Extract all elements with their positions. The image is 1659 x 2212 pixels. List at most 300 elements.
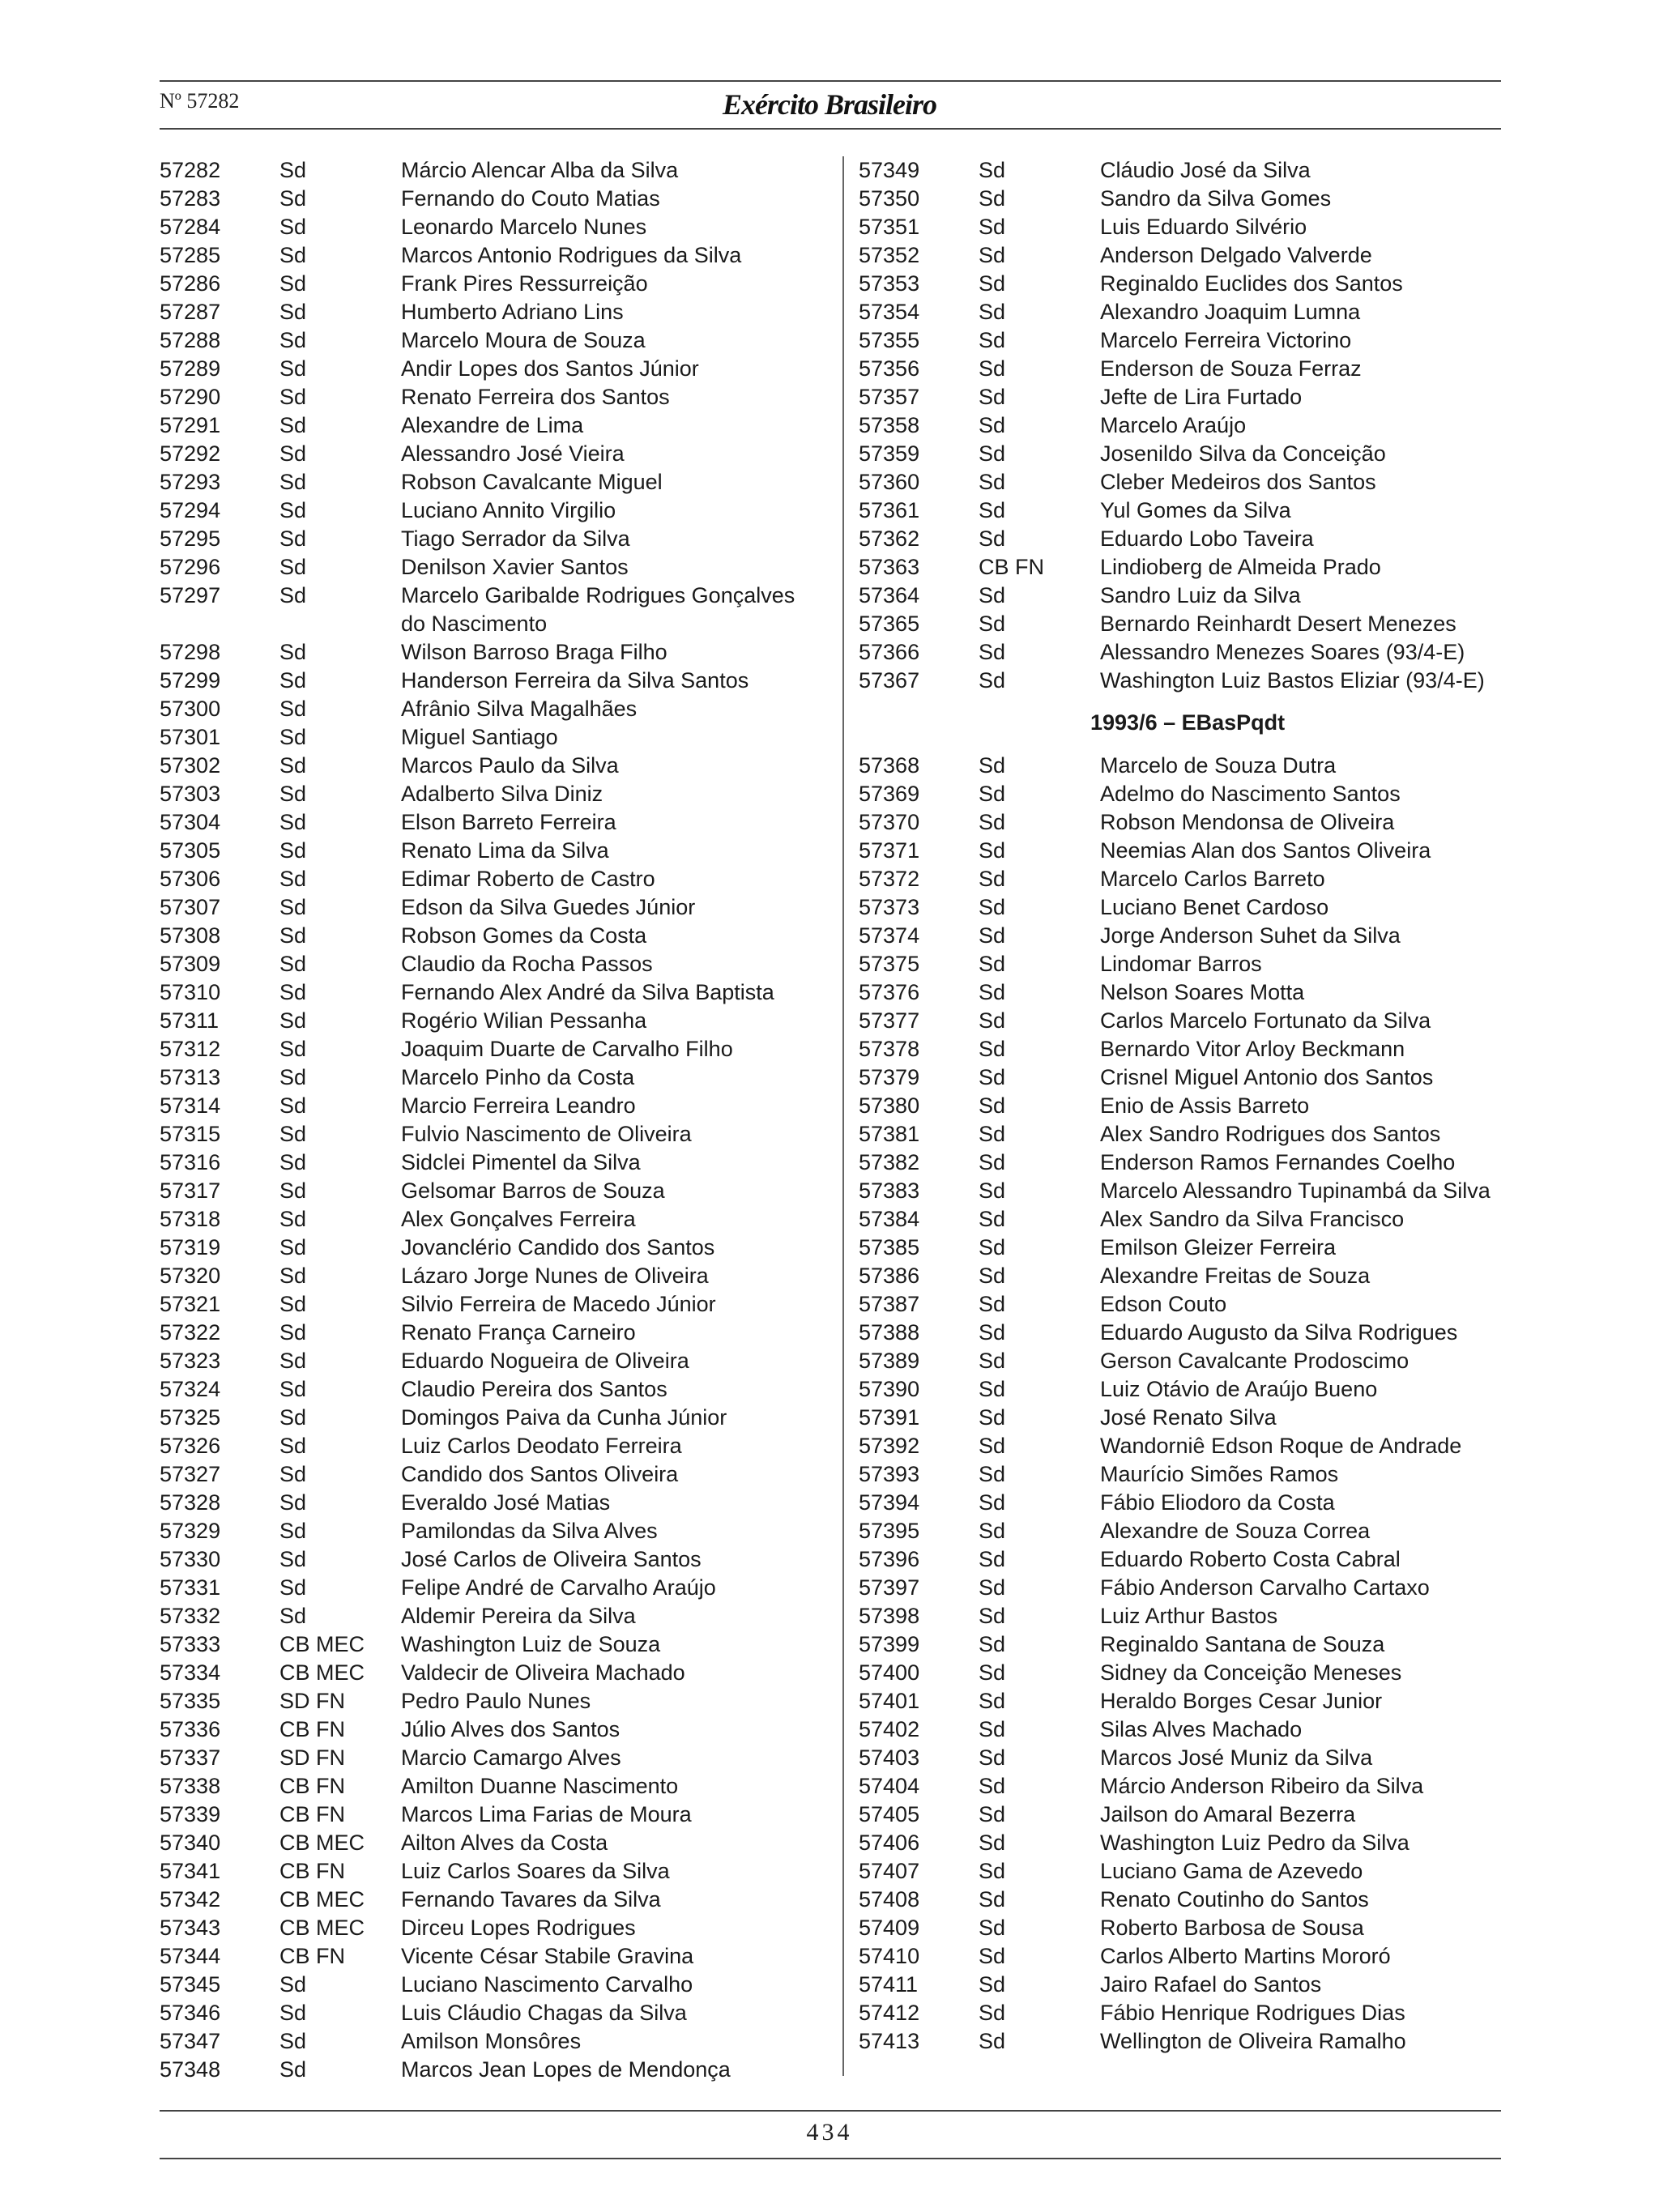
list-item [859, 638, 1507, 667]
entry-num: 57287 [160, 300, 221, 324]
entry-rank: Sd [279, 243, 307, 267]
entry-num: 57305 [160, 838, 221, 863]
list-item [859, 1602, 1507, 1630]
entry-name: Márcio Anderson Ribeiro da Silva [1100, 1774, 1424, 1798]
entry-name: Eduardo Augusto da Silva Rodrigues [1100, 1320, 1458, 1345]
right-column-list [859, 156, 1507, 2056]
entry-name: Enio de Assis Barreto [1100, 1093, 1310, 1118]
list-item [160, 185, 824, 213]
entry-num: 57367 [859, 668, 920, 693]
entry-num: 57325 [160, 1405, 221, 1430]
list-item [160, 1886, 824, 1914]
entry-name: Tiago Serrador da Silva [401, 526, 630, 551]
list-item [859, 1971, 1507, 1999]
entry-rank: CB FN [279, 1802, 345, 1826]
list-item [859, 298, 1507, 326]
entry-num: 57304 [160, 810, 221, 834]
entry-name: Adelmo do Nascimento Santos [1100, 782, 1401, 806]
footer-rule-top [160, 2110, 1501, 2112]
entry-num: 57349 [859, 158, 920, 182]
list-item [859, 1659, 1507, 1687]
entry-rank: Sd [279, 271, 307, 296]
entry-rank: CB FN [279, 1944, 345, 1968]
entry-name: Luciano Benet Cardoso [1100, 895, 1329, 919]
entry-rank: Sd [979, 583, 1006, 607]
entry-name: Marcelo Ferreira Victorino [1100, 328, 1352, 352]
entry-num: 57299 [160, 668, 221, 693]
entry-name: Gerson Cavalcante Prodoscimo [1100, 1349, 1410, 1373]
entry-num: 57388 [859, 1320, 920, 1345]
entry-name: Wellington de Oliveira Ramalho [1100, 2029, 1406, 2053]
entry-rank: Sd [979, 300, 1006, 324]
entry-rank: Sd [979, 1490, 1006, 1515]
list-item [160, 780, 824, 808]
list-item [160, 241, 824, 270]
list-item [160, 1262, 824, 1290]
entry-rank: Sd [279, 158, 307, 182]
entry-name: Valdecir de Oliveira Machado [401, 1660, 685, 1685]
entry-name: Fábio Eliodoro da Costa [1100, 1490, 1335, 1515]
list-item [859, 1007, 1507, 1035]
entry-rank: Sd [979, 1774, 1006, 1798]
entry-rank: Sd [979, 271, 1006, 296]
left-column-list [160, 156, 824, 2084]
list-item [160, 1574, 824, 1602]
entry-name: Neemias Alan dos Santos Oliveira [1100, 838, 1431, 863]
entry-num: 57297 [160, 583, 221, 607]
list-item [859, 553, 1507, 582]
section-heading [859, 695, 1507, 752]
entry-num: 57322 [160, 1320, 221, 1345]
entry-rank: Sd [979, 1745, 1006, 1770]
entry-rank: Sd [979, 1405, 1006, 1430]
entry-num: 57324 [160, 1377, 221, 1401]
entry-num: 57323 [160, 1349, 221, 1373]
entry-name: Marcos Antonio Rodrigues da Silva [401, 243, 742, 267]
entry-num: 57369 [859, 782, 920, 806]
list-item [859, 1432, 1507, 1460]
entry-num: 57398 [859, 1604, 920, 1628]
entry-num: 57401 [859, 1689, 920, 1713]
entry-rank: Sd [279, 356, 307, 381]
entry-name: Luciano Nascimento Carvalho [401, 1972, 693, 1997]
entry-rank: CB FN [279, 1774, 345, 1798]
entry-rank: CB FN [279, 1717, 345, 1741]
entry-name: Frank Pires Ressurreição [401, 271, 648, 296]
list-item [160, 1319, 824, 1347]
list-item [160, 1971, 824, 1999]
list-item [859, 497, 1507, 525]
entry-rank: Sd [279, 867, 307, 891]
entry-name: Robson Gomes da Costa [401, 923, 647, 948]
entry-name: Fernando Alex André da Silva Baptista [401, 980, 774, 1004]
entry-rank: Sd [979, 1916, 1006, 1940]
entry-num: 57386 [859, 1264, 920, 1288]
list-item [859, 1319, 1507, 1347]
list-item [160, 1772, 824, 1801]
list-item [160, 1234, 824, 1262]
entry-name: Emilson Gleizer Ferreira [1100, 1235, 1337, 1259]
entry-name: Jorge Anderson Suhet da Silva [1100, 923, 1401, 948]
entry-rank: Sd [279, 1490, 307, 1515]
entry-num: 57377 [859, 1008, 920, 1033]
entry-num: 57296 [160, 555, 221, 579]
entry-rank: Sd [979, 498, 1006, 522]
entry-rank: Sd [979, 2001, 1006, 2025]
entry-rank: Sd [979, 753, 1006, 778]
entry-rank: Sd [279, 2057, 307, 2082]
entry-rank: Sd [979, 356, 1006, 381]
entry-name: Marcelo Carlos Barreto [1100, 867, 1325, 891]
list-item [859, 1999, 1507, 2027]
entry-rank: Sd [279, 1320, 307, 1345]
entry-rank: Sd [279, 980, 307, 1004]
entry-num: 57292 [160, 441, 221, 466]
list-item [859, 752, 1507, 780]
entry-rank: CB MEC [279, 1831, 365, 1855]
entry-name: Andir Lopes dos Santos Júnior [401, 356, 699, 381]
list-item [160, 2027, 824, 2056]
entry-num: 57319 [160, 1235, 221, 1259]
list-item [859, 1942, 1507, 1971]
entry-name: Heraldo Borges Cesar Junior [1100, 1689, 1383, 1713]
entry-num: 57361 [859, 498, 920, 522]
entry-rank: Sd [279, 1377, 307, 1401]
entry-rank: Sd [979, 923, 1006, 948]
entry-rank: Sd [979, 1207, 1006, 1231]
entry-name: Bernardo Reinhardt Desert Menezes [1100, 612, 1456, 636]
entry-num: 57393 [859, 1462, 920, 1486]
entry-num: 57356 [859, 356, 920, 381]
entry-rank: Sd [279, 1434, 307, 1458]
list-item [859, 1489, 1507, 1517]
entry-num: 57313 [160, 1065, 221, 1089]
entry-rank: Sd [979, 1831, 1006, 1855]
entry-rank: Sd [979, 1859, 1006, 1883]
entry-num: 57400 [859, 1660, 920, 1685]
entry-name: Marcos Lima Farias de Moura [401, 1802, 692, 1826]
list-item [859, 1829, 1507, 1857]
entry-num: 57370 [859, 810, 920, 834]
entry-name: Lázaro Jorge Nunes de Oliveira [401, 1264, 709, 1288]
entry-num: 57384 [859, 1207, 920, 1231]
entry-name: Alexandre de Lima [401, 413, 584, 437]
entry-num: 57337 [160, 1745, 221, 1770]
entry-num: 57348 [160, 2057, 221, 2082]
entry-rank: Sd [979, 470, 1006, 494]
entry-name: Marcelo Araújo [1100, 413, 1247, 437]
list-item [859, 610, 1507, 638]
entry-name: Nelson Soares Motta [1100, 980, 1305, 1004]
list-item [160, 355, 824, 383]
list-item [859, 922, 1507, 950]
list-item [160, 1205, 824, 1234]
entry-rank: Sd [979, 1717, 1006, 1741]
entry-num: 57368 [859, 753, 920, 778]
list-item [160, 553, 824, 582]
list-item [160, 1120, 824, 1149]
footer-rule-bottom [160, 2158, 1501, 2159]
entry-num: 57399 [859, 1632, 920, 1656]
list-item [160, 440, 824, 468]
list-item [160, 695, 824, 723]
list-item [160, 1035, 824, 1063]
list-item [859, 2027, 1507, 2056]
list-item [160, 865, 824, 893]
entry-rank: Sd [279, 923, 307, 948]
entry-num: 57409 [859, 1916, 920, 1940]
entry-num: 57340 [160, 1831, 221, 1855]
entry-num: 57307 [160, 895, 221, 919]
entry-num: 57330 [160, 1547, 221, 1571]
entry-name: Carlos Alberto Martins Mororó [1100, 1944, 1391, 1968]
list-item [859, 1120, 1507, 1149]
entry-num: 57285 [160, 243, 221, 267]
list-item [160, 1063, 824, 1092]
list-item [160, 1857, 824, 1886]
entry-rank: Sd [279, 555, 307, 579]
entry-num: 57318 [160, 1207, 221, 1231]
entry-num: 57327 [160, 1462, 221, 1486]
entry-num: 57311 [160, 1008, 220, 1033]
entry-rank: Sd [979, 1008, 1006, 1033]
list-item [160, 1829, 824, 1857]
list-item [160, 667, 824, 695]
list-item [859, 1687, 1507, 1715]
list-item [160, 383, 824, 411]
entry-name: Renato França Carneiro [401, 1320, 636, 1345]
entry-num: 57373 [859, 895, 920, 919]
entry-rank: Sd [279, 413, 307, 437]
entry-name: Silvio Ferreira de Macedo Júnior [401, 1292, 716, 1316]
list-item [859, 1545, 1507, 1574]
entry-name: Luciano Gama de Azevedo [1100, 1859, 1363, 1883]
entry-name: Marcos Jean Lopes de Mendonça [401, 2057, 731, 2082]
list-item [160, 525, 824, 553]
list-item [859, 1063, 1507, 1092]
right-list-part-b [859, 752, 1507, 2056]
entry-num: 57407 [859, 1859, 920, 1883]
entry-rank: Sd [979, 1178, 1006, 1203]
entry-num: 57328 [160, 1490, 221, 1515]
entry-rank: Sd [279, 215, 307, 239]
list-item [859, 582, 1507, 610]
entry-num: 57295 [160, 526, 221, 551]
entry-rank: Sd [979, 1547, 1006, 1571]
entry-num: 57350 [859, 186, 920, 211]
entry-num: 57286 [160, 271, 221, 296]
list-item [859, 156, 1507, 185]
entry-rank: Sd [279, 1150, 307, 1174]
entry-name: Gelsomar Barros de Souza [401, 1178, 665, 1203]
entry-rank: Sd [979, 441, 1006, 466]
list-item [859, 1262, 1507, 1290]
entry-name: Everaldo José Matias [401, 1490, 611, 1515]
entry-rank: Sd [979, 1802, 1006, 1826]
entry-num: 57316 [160, 1150, 221, 1174]
entry-num: 57309 [160, 952, 221, 976]
list-item [859, 1035, 1507, 1063]
right-list-part-a [859, 156, 1507, 695]
list-item [160, 723, 824, 752]
entry-num: 57332 [160, 1604, 221, 1628]
entry-rank: Sd [279, 186, 307, 211]
list-item [160, 1999, 824, 2027]
entry-num: 57282 [160, 158, 221, 182]
entry-num: 57395 [859, 1519, 920, 1543]
entry-num: 57410 [859, 1944, 920, 1968]
list-item [859, 950, 1507, 978]
entry-rank: Sd [979, 158, 1006, 182]
entry-num: 57343 [160, 1916, 221, 1940]
entry-name: Lindioberg de Almeida Prado [1100, 555, 1381, 579]
entry-rank: Sd [979, 1235, 1006, 1259]
entry-rank: Sd [279, 1235, 307, 1259]
entry-rank: Sd [279, 1037, 307, 1061]
entry-num: 57385 [859, 1235, 920, 1259]
entry-name: Claudio da Rocha Passos [401, 952, 653, 976]
entry-rank: Sd [979, 328, 1006, 352]
entry-rank: Sd [979, 413, 1006, 437]
entry-name: Luiz Carlos Deodato Ferreira [401, 1434, 682, 1458]
entry-name: Cleber Medeiros dos Santos [1100, 470, 1376, 494]
entry-name: Marcos Paulo da Silva [401, 753, 619, 778]
entry-name: Adalberto Silva Diniz [401, 782, 603, 806]
list-item [859, 383, 1507, 411]
entry-num: 57317 [160, 1178, 221, 1203]
entry-num: 57342 [160, 1887, 221, 1912]
entry-name: Edson da Silva Guedes Júnior [401, 895, 696, 919]
entry-name: Marcelo Moura de Souza [401, 328, 646, 352]
list-item [859, 185, 1507, 213]
entry-name: Sandro Luiz da Silva [1100, 583, 1301, 607]
entry-rank: Sd [979, 782, 1006, 806]
entry-name: Marcio Camargo Alves [401, 1745, 621, 1770]
entry-rank: Sd [979, 1632, 1006, 1656]
list-item [160, 1744, 824, 1772]
list-item [859, 355, 1507, 383]
entry-rank: Sd [279, 441, 307, 466]
list-item [859, 1744, 1507, 1772]
entry-rank: Sd [979, 1320, 1006, 1345]
entry-rank: Sd [279, 1972, 307, 1997]
entry-name: Luciano Annito Virgilio [401, 498, 616, 522]
list-item [859, 808, 1507, 837]
entry-num: 57312 [160, 1037, 221, 1061]
entry-num: 57358 [859, 413, 920, 437]
list-item [160, 270, 824, 298]
entry-name: Wandorniê Edson Roque de Andrade [1100, 1434, 1462, 1458]
entry-rank: Sd [979, 1065, 1006, 1089]
entry-num: 57360 [859, 470, 920, 494]
header-record-number: Nº 57282 [160, 89, 240, 113]
entry-name: Renato Ferreira dos Santos [401, 385, 670, 409]
list-item [859, 1234, 1507, 1262]
entry-rank: Sd [279, 1604, 307, 1628]
entry-name: Fernando do Couto Matias [401, 186, 660, 211]
entry-rank: Sd [279, 810, 307, 834]
entry-name: Denilson Xavier Santos [401, 555, 629, 579]
entry-num: 57345 [160, 1972, 221, 1997]
entry-rank: Sd [279, 1065, 307, 1089]
entry-rank: Sd [979, 867, 1006, 891]
entry-rank: Sd [979, 1434, 1006, 1458]
entry-rank: Sd [279, 328, 307, 352]
entry-name: Washington Luiz de Souza [401, 1632, 661, 1656]
column-divider [842, 156, 844, 2076]
list-item [859, 1772, 1507, 1801]
list-item [160, 1489, 824, 1517]
entry-num: 57335 [160, 1689, 221, 1713]
list-item [160, 1404, 824, 1432]
list-item [160, 1517, 824, 1545]
entry-rank: Sd [979, 1944, 1006, 1968]
list-item [859, 411, 1507, 440]
entry-rank: Sd [279, 895, 307, 919]
entry-num: 57365 [859, 612, 920, 636]
entry-rank: Sd [279, 1349, 307, 1373]
entry-name: Robson Mendonsa de Oliveira [1100, 810, 1395, 834]
entry-name: Domingos Paiva da Cunha Júnior [401, 1405, 727, 1430]
entry-name: Jairo Rafael do Santos [1100, 1972, 1322, 1997]
entry-rank: Sd [279, 2029, 307, 2053]
entry-num: 57351 [859, 215, 920, 239]
list-item [160, 582, 824, 638]
entry-num: 57310 [160, 980, 221, 1004]
entry-rank: Sd [279, 1519, 307, 1543]
list-item [160, 1347, 824, 1375]
entry-num: 57347 [160, 2029, 221, 2053]
list-item [160, 752, 824, 780]
entry-num: 57306 [160, 867, 221, 891]
entry-rank: Sd [279, 1093, 307, 1118]
entry-num: 57366 [859, 640, 920, 664]
entry-name: Candido dos Santos Oliveira [401, 1462, 679, 1486]
list-item [160, 978, 824, 1007]
entry-name: Sidclei Pimentel da Silva [401, 1150, 641, 1174]
list-item [160, 1715, 824, 1744]
entry-rank: Sd [979, 952, 1006, 976]
entry-rank: Sd [979, 1660, 1006, 1685]
list-item [160, 411, 824, 440]
entry-rank: CB MEC [279, 1887, 365, 1912]
entry-name: Alexandre Freitas de Souza [1100, 1264, 1371, 1288]
entry-num: 57291 [160, 413, 221, 437]
list-item [160, 1375, 824, 1404]
entry-rank: Sd [979, 2029, 1006, 2053]
list-item [859, 1857, 1507, 1886]
entry-name: Anderson Delgado Valverde [1100, 243, 1372, 267]
list-item [859, 1460, 1507, 1489]
list-item [160, 1432, 824, 1460]
page-number: 434 [806, 2119, 853, 2146]
header-rule-top [160, 80, 1501, 82]
entry-name: Josenildo Silva da Conceição [1100, 441, 1386, 466]
entry-num: 57378 [859, 1037, 920, 1061]
entry-rank: Sd [279, 782, 307, 806]
entry-rank: Sd [979, 243, 1006, 267]
list-item [859, 1205, 1507, 1234]
list-item [160, 1659, 824, 1687]
entry-rank: Sd [979, 526, 1006, 551]
list-item [160, 1460, 824, 1489]
entry-num: 57376 [859, 980, 920, 1004]
header-title: Exército Brasileiro [722, 88, 936, 121]
entry-num: 57371 [859, 838, 920, 863]
entry-rank: Sd [979, 1604, 1006, 1628]
entry-rank: Sd [279, 1122, 307, 1146]
list-item [160, 156, 824, 185]
